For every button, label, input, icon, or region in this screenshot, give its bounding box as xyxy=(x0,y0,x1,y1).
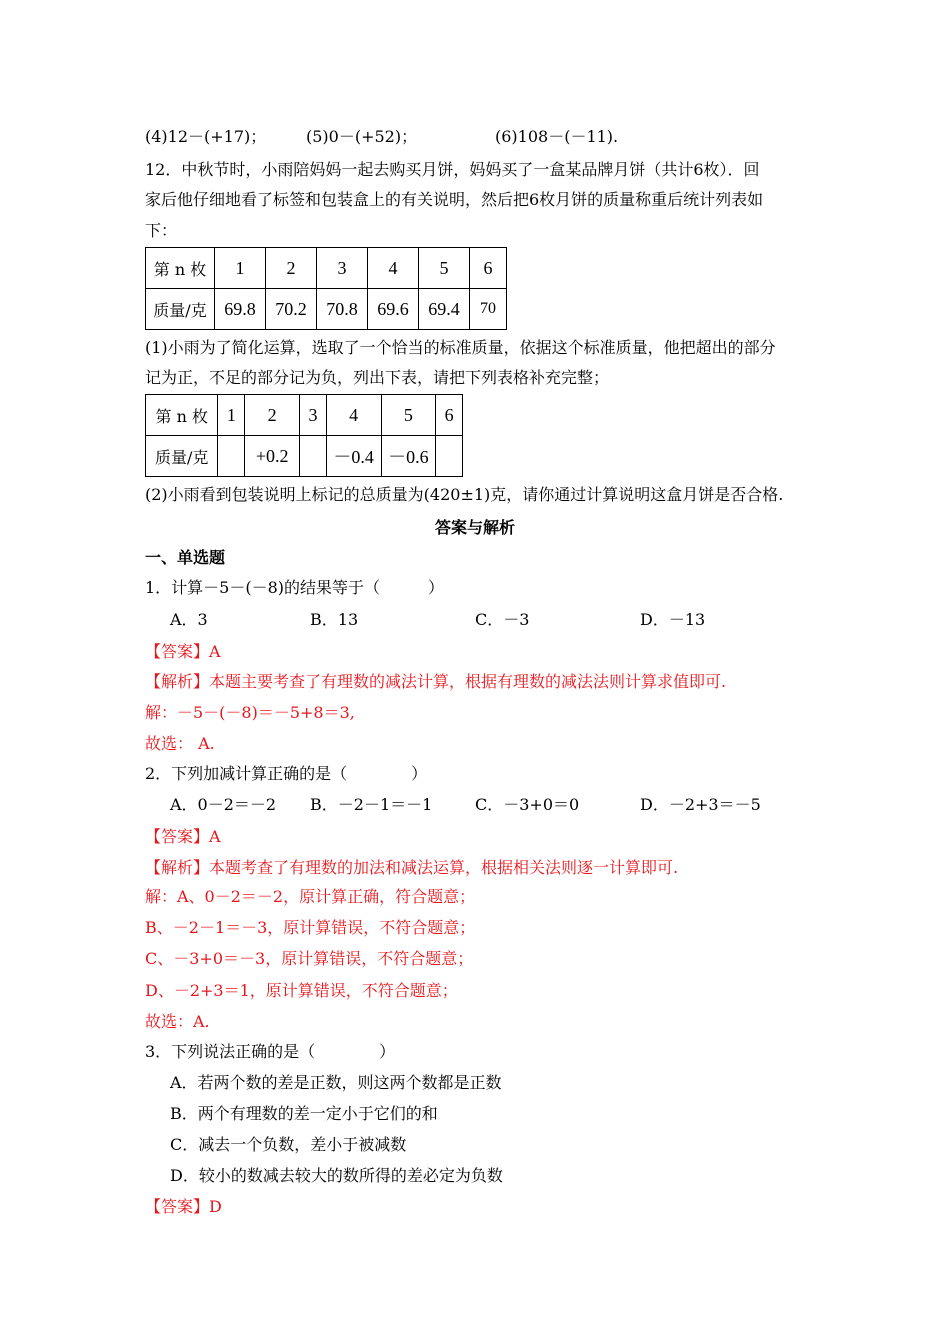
table-header-cell: 2 xyxy=(266,248,317,289)
q12-line-2: 家后他仔细地看了标签和包装盒上的有关说明，然后把6枚月饼的质量称重后统计列表如 xyxy=(145,190,764,209)
mass-table xyxy=(145,247,507,330)
table-header-cell: 3 xyxy=(300,395,327,436)
q12-part1-line-2: 记为正，不足的部分记为负，列出下表，请把下列表格补充完整； xyxy=(145,368,610,387)
q3-question: 3．下列说法正确的是（ ） xyxy=(145,1042,396,1061)
table-header-cell: 5 xyxy=(419,248,470,289)
table-row xyxy=(146,436,463,477)
prev-item-6: (6)108－(－11). xyxy=(495,127,619,146)
q1-answer: 【答案】A xyxy=(145,642,221,661)
table-cell: 70.2 xyxy=(266,289,317,330)
table-header-cell: 1 xyxy=(215,248,266,289)
table-cell: 69.4 xyxy=(419,289,470,330)
table-cell: 质量/克 xyxy=(146,289,215,330)
q3-option-c: C．减去一个负数，差小于被减数 xyxy=(170,1135,407,1154)
table-cell: 70.8 xyxy=(317,289,368,330)
table-row xyxy=(146,248,507,289)
table-header-cell: 4 xyxy=(368,248,419,289)
table-cell-blank xyxy=(218,436,245,477)
q1-option-b: B．13 xyxy=(310,610,359,629)
q12-line-1: 12．中秋节时，小雨陪妈妈一起去购买月饼，妈妈买了一盒某品牌月饼（共计6枚）．回 xyxy=(145,160,760,179)
q12-part1-line-1: (1)小雨为了简化运算，选取了一个恰当的标准质量，依据这个标准质量，他把超出的部分 xyxy=(145,338,776,357)
q12-part2: (2)小雨看到包装说明上标记的总质量为(420±1)克，请你通过计算说明这盒月饼是否合格. xyxy=(145,485,784,504)
q1-option-d: D．－13 xyxy=(640,610,706,629)
q3-option-a: A．若两个数的差是正数，则这两个数都是正数 xyxy=(170,1073,502,1092)
table-header-cell: 5 xyxy=(381,395,436,436)
q2-question: 2．下列加减计算正确的是（ ） xyxy=(145,764,428,783)
table-cell: －0.4 xyxy=(326,436,381,477)
table-row xyxy=(146,289,507,330)
table-cell: 69.8 xyxy=(215,289,266,330)
table-header-cell: 6 xyxy=(470,248,507,289)
q12-line-3: 下： xyxy=(145,221,178,240)
q3-option-b: B．两个有理数的差一定小于它们的和 xyxy=(170,1104,438,1123)
table-cell: 70 xyxy=(470,289,507,330)
q3-answer: 【答案】D xyxy=(145,1197,222,1216)
table-header-cell: 1 xyxy=(218,395,245,436)
q1-solution: 解：－5－(－8)＝－5+8＝3, xyxy=(145,703,355,722)
q1-option-c: C．－3 xyxy=(475,610,530,629)
table-header-cell: 3 xyxy=(317,248,368,289)
deviation-table xyxy=(145,394,463,477)
table-header-cell: 2 xyxy=(245,395,300,436)
q1-option-a: A．3 xyxy=(170,610,208,629)
table-header-cell: 6 xyxy=(436,395,463,436)
q2-solution-a: 解：A、0－2＝－2，原计算正确，符合题意； xyxy=(145,887,476,906)
table-header-cell: 4 xyxy=(326,395,381,436)
q3-option-d: D．较小的数减去较大的数所得的差必定为负数 xyxy=(170,1166,503,1185)
table-cell: +0.2 xyxy=(245,436,300,477)
q2-analysis: 【解析】本题考查了有理数的加法和减法运算，根据相关法则逐一计算即可. xyxy=(145,858,679,877)
q2-choose: 故选：A. xyxy=(145,1012,210,1031)
section-heading: 一、单选题 xyxy=(145,548,226,567)
table-row xyxy=(146,395,463,436)
q2-solution-c: C、－3+0＝－3，原计算错误，不符合题意； xyxy=(145,949,474,968)
q1-choose: 故选： A. xyxy=(145,734,215,753)
q2-option-d: D．－2+3＝－5 xyxy=(640,795,761,814)
table-cell-blank xyxy=(436,436,463,477)
table-cell: 质量/克 xyxy=(146,436,218,477)
prev-item-5: (5)0－(+52)； xyxy=(306,127,418,146)
q2-answer: 【答案】A xyxy=(145,827,221,846)
table-header-cell: 第 n 枚 xyxy=(146,395,218,436)
q1-question: 1．计算－5－(－8)的结果等于（ ） xyxy=(145,578,445,597)
q2-option-c: C．－3+0＝0 xyxy=(475,795,580,814)
table-cell: －0.6 xyxy=(381,436,436,477)
q2-option-b: B．－2－1＝－1 xyxy=(310,795,433,814)
q2-solution-b: B、－2－1＝－3，原计算错误，不符合题意； xyxy=(145,918,476,937)
table-header-cell: 第 n 枚 xyxy=(146,248,215,289)
answers-title: 答案与解析 xyxy=(434,518,515,537)
q1-analysis: 【解析】本题主要考查了有理数的减法计算，根据有理数的减法法则计算求值即可. xyxy=(145,672,727,691)
table-cell-blank xyxy=(300,436,327,477)
q2-solution-d: D、－2+3＝1，原计算错误，不符合题意； xyxy=(145,981,458,1000)
prev-item-4: (4)12－(+17)； xyxy=(145,127,267,146)
q2-option-a: A．0－2＝－2 xyxy=(170,795,277,814)
table-cell: 69.6 xyxy=(368,289,419,330)
